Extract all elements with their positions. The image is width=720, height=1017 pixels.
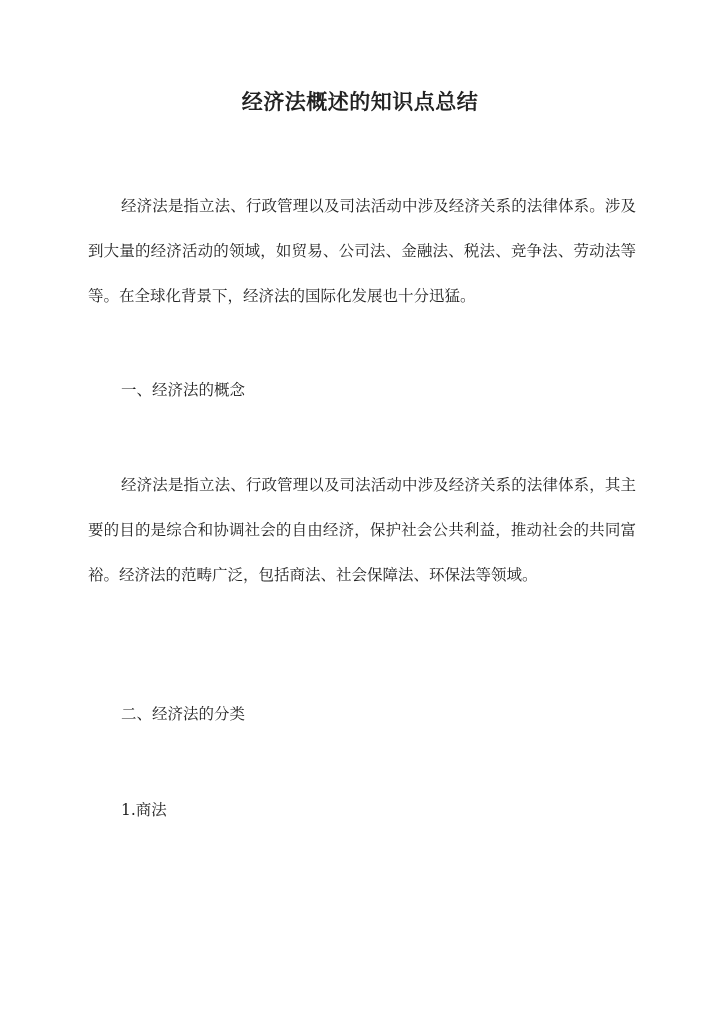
section-heading-classification: 二、经济法的分类 <box>121 705 246 723</box>
subsection-heading-commercial-law: 1.商法 <box>121 801 167 819</box>
concept-paragraph: 经济法是指立法、行政管理以及司法活动中涉及经济关系的法律体系，其主要的目的是综合和协调社会的自由经济，保护社会公共利益，推动社会的共同富裕。经济法的范畴广泛，包括商法、社会保障法、环保法等领域。 <box>88 476 636 584</box>
document-title: 经济法概述的知识点总结 <box>241 89 479 114</box>
section-heading-concept: 一、经济法的概念 <box>121 381 246 399</box>
intro-paragraph: 经济法是指立法、行政管理以及司法活动中涉及经济关系的法律体系。涉及到大量的经济活动的领域，如贸易、公司法、金融法、税法、竞争法、劳动法等等。在全球化背景下，经济法的国际化发展也十分迅猛。 <box>88 197 636 305</box>
